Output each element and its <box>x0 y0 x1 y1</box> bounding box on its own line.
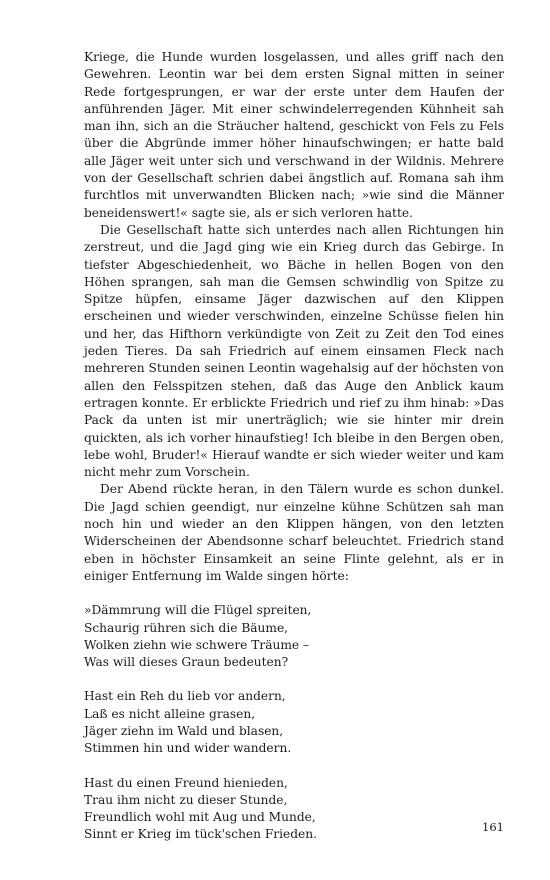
poem-stanza-3 <box>84 775 504 844</box>
poem-line: Was will dieses Graun bedeuten? <box>84 655 289 670</box>
poem-line: Wolken ziehn wie schwere Träume – <box>84 637 310 652</box>
paragraph-2: Die Gesellschaft hatte sich unterdes nach allen Richtungen hin zerstreut, und die Jagd ging wie ein Krieg durch das Gebirge. In tiefster Abgeschiedenheit, wo Bäche in hellen Bogen von den Höhen sprangen, sah man die Gemsen schwindlig von Spitze zu Spitze hüpfen, einsame Jäger dazwischen auf den Klippen erscheinen und wieder verschwinden, einzelne Schüsse fielen hin und her, das Hifthorn verkündigte von Zeit zu Zeit den Tod eines jeden Tieres. Da sah Friedrich auf einem einsamen Fleck nach mehreren Stunden seinen Leontin wagehalsig auf der höchsten von allen den Felsspitzen stehen, daß das Auge den Anblick kaum ertragen konnte. Er erblickte Friedrich und rief zu ihm hinab: »Das Pack da unten ist mir unerträglich; wie sie hinter mir drein quickten, als ich vorher hinaufstieg! Ich bleibe in den Bergen oben, lebe wohl, Bruder!« Hierauf wandte er sich wieder weiter und kam nicht mehr zum Vorschein. <box>84 222 504 480</box>
poem-line: »Dämmrung will die Flügel spreiten, <box>84 603 312 618</box>
poem-line: Freundlich wohl mit Aug und Munde, <box>84 810 316 825</box>
poem-stanza-2 <box>84 688 504 757</box>
poem-line: Hast du einen Freund hienieden, <box>84 775 288 790</box>
prose-body <box>84 49 504 585</box>
poem-line: Sinnt er Krieg im tück'schen Frieden. <box>84 827 317 842</box>
poem-stanza-1 <box>84 602 504 671</box>
poem-line: Hast ein Reh du lieb vor andern, <box>84 689 286 704</box>
paragraph-1: Kriege, die Hunde wurden losgelassen, und alles griff nach den Gewehren. Leontin war bei dem ersten Signal mitten in seiner Rede fortgesprungen, er war der erste unter dem Haufen der anführenden Jäger. Mit einer schwindelerregenden Kühnheit sah man ihn, sich an die Sträucher haltend, geschickt von Fels zu Fels über die Abgründe immer höher hinaufschwingen; er hatte bald alle Jäger weit unter sich und verschwand in der Wildnis. Mehrere von der Gesellschaft schrien dabei ängstlich auf. Romana sah ihm furchtlos mit unverwandten Blicken nach; »wie sind die Männer beneidenswert!« sagte sie, als er sich verloren hatte. <box>84 50 504 220</box>
poem-line: Jäger ziehn im Wald und blasen, <box>84 723 284 738</box>
page-number: 161 <box>482 820 504 834</box>
poem-line: Laß es nicht alleine grasen, <box>84 706 256 721</box>
poem-line: Trau ihm nicht zu dieser Stunde, <box>84 792 288 807</box>
poem <box>84 602 504 844</box>
book-page <box>84 49 504 861</box>
poem-line: Stimmen hin und wider wandern. <box>84 741 292 756</box>
poem-line: Schaurig rühren sich die Bäume, <box>84 620 289 635</box>
paragraph-3: Der Abend rückte heran, in den Tälern wurde es schon dunkel. Die Jagd schien geendigt, nur einzelne kühne Schützen sah man noch hin und wieder an den Klippen hängen, von den letzten Widerscheinen der Abendsonne scharf beleuchtet. Friedrich stand eben in höchster Einsamkeit an seine Flinte gelehnt, als er in einiger Entfernung im Walde singen hörte: <box>84 482 504 583</box>
